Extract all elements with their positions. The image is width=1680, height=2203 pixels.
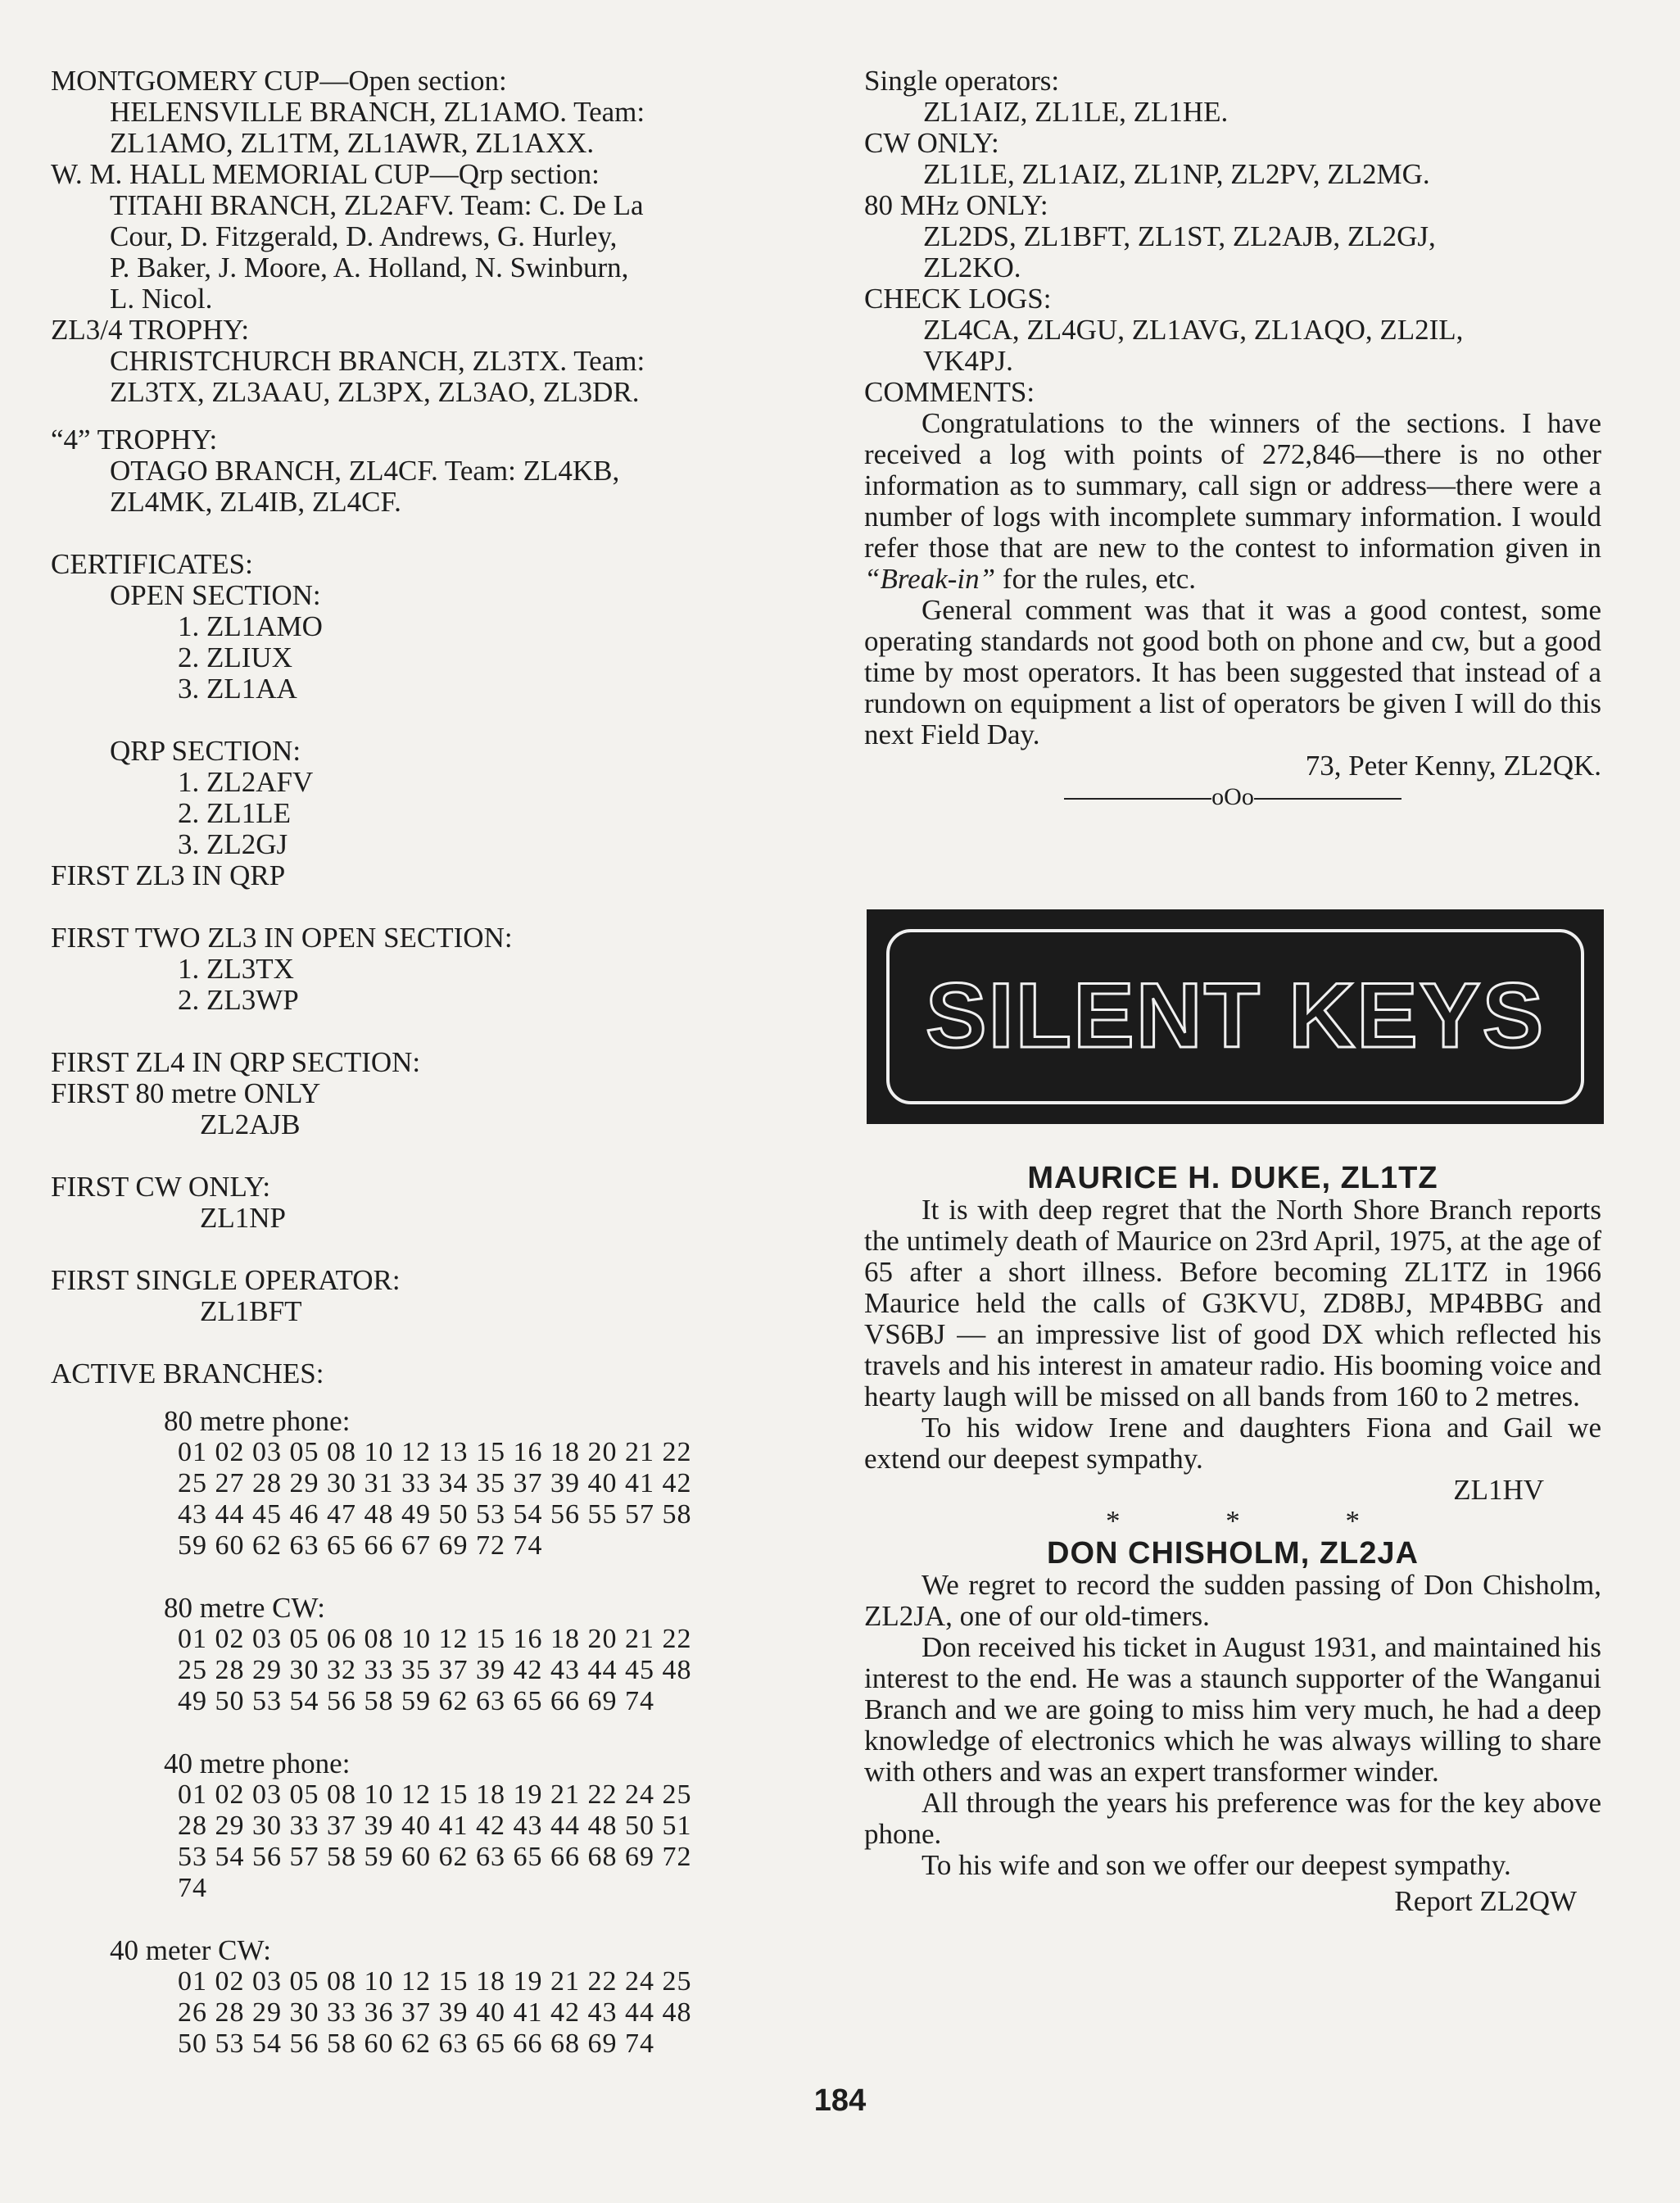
- qrp-list-item: 2. ZL1LE: [178, 797, 292, 829]
- branch-group-label: 40 meter CW:: [110, 1934, 271, 1966]
- branch-row: 25 28 29 30 32 33 35 37 39 42 43 44 45 48: [178, 1655, 692, 1685]
- four-trophy-line: OTAGO BRANCH, ZL4CF. Team: ZL4KB,: [110, 455, 620, 487]
- right-column-obituaries: [864, 1162, 1601, 1917]
- first-cw-title: FIRST CW ONLY:: [51, 1171, 271, 1203]
- zl34-line: ZL3TX, ZL3AAU, ZL3PX, ZL3AO, ZL3DR.: [110, 376, 640, 408]
- montgomery-title: MONTGOMERY CUP—Open section:: [51, 65, 507, 97]
- hall-line: P. Baker, J. Moore, A. Holland, N. Swinburn,: [110, 252, 629, 283]
- chisholm-paragraph-4: To his wife and son we offer our deepest sympathy.: [922, 1849, 1511, 1881]
- active-branches-title: ACTIVE BRANCHES:: [51, 1358, 324, 1389]
- first-zl4-qrp: FIRST ZL4 IN QRP SECTION:: [51, 1046, 421, 1078]
- four-trophy-title: “4” TROPHY:: [51, 424, 218, 456]
- duke-signature: ZL1HV: [1453, 1474, 1544, 1506]
- branch-row: 01 02 03 05 06 08 10 12 15 16 18 20 21 22: [178, 1624, 692, 1654]
- hall-line: TITAHI BRANCH, ZL2AFV. Team: C. De La: [110, 189, 644, 221]
- chisholm-paragraph-3: All through the years his preference was for the key above phone.: [864, 1787, 1601, 1850]
- montgomery-line: HELENSVILLE BRANCH, ZL1AMO. Team:: [110, 96, 645, 128]
- first-zl3-qrp: FIRST ZL3 IN QRP: [51, 859, 286, 891]
- zl34-line: CHRISTCHURCH BRANCH, ZL3TX. Team:: [110, 345, 645, 377]
- first-two-title: FIRST TWO ZL3 IN OPEN SECTION:: [51, 922, 513, 954]
- branch-row: 49 50 53 54 56 58 59 62 63 65 66 69 74: [178, 1686, 654, 1716]
- branch-row: 01 02 03 05 08 10 12 13 15 16 18 20 21 22: [178, 1437, 692, 1467]
- branch-group-label: 80 metre CW:: [164, 1592, 325, 1624]
- branch-row: 01 02 03 05 08 10 12 15 18 19 21 22 24 25: [178, 1966, 692, 1997]
- first-two-item: 2. ZL3WP: [178, 984, 299, 1016]
- mhz80-line: ZL2DS, ZL1BFT, ZL1ST, ZL2AJB, ZL2GJ,: [923, 220, 1436, 252]
- branch-row: 53 54 56 57 58 59 60 62 63 65 66 68 69 72: [178, 1842, 692, 1872]
- first-single-call: ZL1BFT: [200, 1295, 302, 1327]
- silent-keys-banner: [867, 909, 1604, 1124]
- branch-row: 26 28 29 30 33 36 37 39 40 41 42 43 44 48: [178, 1997, 692, 2028]
- duke-paragraph-1: It is with deep regret that the North Shore Branch reports the untimely death of Maurice on 23rd April, 1975, at the age of 65 after a short illness. Before becoming ZL1TZ in 1966 Maurice held the calls of G3KVU, ZD8BJ, MP4BBG and VS6BJ — an impressive list of good DX which reflected his travels and his interest in amateur radio. His booming voice and hearty laugh will be missed on all bands from 160 to 2 metres.: [864, 1194, 1601, 1412]
- open-list-item: 3. ZL1AA: [178, 673, 297, 705]
- montgomery-line: ZL1AMO, ZL1TM, ZL1AWR, ZL1AXX.: [110, 127, 595, 159]
- qrp-list-item: 3. ZL2GJ: [178, 828, 288, 860]
- chisholm-paragraph-1: We regret to record the sudden passing of Don Chisholm, ZL2JA, one of our old-timers.: [864, 1569, 1601, 1632]
- comments-title: COMMENTS:: [864, 376, 1035, 408]
- hall-line: Cour, D. Fitzgerald, D. Andrews, G. Hurley,: [110, 220, 618, 252]
- chisholm-heading: DON CHISHOLM, ZL2JA: [1047, 1536, 1419, 1571]
- first-single-title: FIRST SINGLE OPERATOR:: [51, 1264, 401, 1296]
- branch-row: 43 44 45 46 47 48 49 50 53 54 56 55 57 58: [178, 1499, 692, 1530]
- mhz80-title: 80 MHz ONLY:: [864, 189, 1048, 221]
- branch-group-label: 80 metre phone:: [164, 1405, 351, 1437]
- duke-paragraph-2: To his widow Irene and daughters Fiona and Gail we extend our deepest sympathy.: [864, 1412, 1601, 1475]
- mhz80-line: ZL2KO.: [923, 252, 1021, 283]
- right-column-top: [864, 66, 1601, 813]
- single-operators-title: Single operators:: [864, 65, 1060, 97]
- check-logs-line: VK4PJ.: [923, 345, 1013, 377]
- cw-only-title: CW ONLY:: [864, 127, 999, 159]
- qrp-list-item: 1. ZL2AFV: [178, 766, 314, 798]
- single-operators-line: ZL1AIZ, ZL1LE, ZL1HE.: [923, 96, 1229, 128]
- first-two-item: 1. ZL3TX: [178, 953, 294, 985]
- hall-line: L. Nicol.: [110, 283, 213, 315]
- duke-heading: MAURICE H. DUKE, ZL1TZ: [1027, 1161, 1438, 1195]
- certificates-title: CERTIFICATES:: [51, 548, 253, 580]
- branch-row: 59 60 62 63 65 66 67 69 72 74: [178, 1530, 543, 1561]
- check-logs-line: ZL4CA, ZL4GU, ZL1AVG, ZL1AQO, ZL2IL,: [923, 314, 1464, 346]
- zl34-title: ZL3/4 TROPHY:: [51, 314, 250, 346]
- page-number: 184: [813, 2083, 867, 2118]
- first-cw-call: ZL1NP: [200, 1202, 286, 1234]
- comments-paragraph-1: Congratulations to the winners of the sections. I have received a log with points of 272,846—there is no other information as to summary, call sign or address—there were a number of logs with incomplete summary information. I would refer those that are new to the contest to information given in “Break-in” for the rules, etc.: [864, 407, 1601, 595]
- open-section-title: OPEN SECTION:: [110, 579, 321, 611]
- open-list-item: 2. ZLIUX: [178, 641, 292, 673]
- comments-signoff: 73, Peter Kenny, ZL2QK.: [1305, 750, 1601, 782]
- first-80-title: FIRST 80 metre ONLY: [51, 1077, 321, 1109]
- four-trophy-line: ZL4MK, ZL4IB, ZL4CF.: [110, 486, 401, 518]
- cw-only-line: ZL1LE, ZL1AIZ, ZL1NP, ZL2PV, ZL2MG.: [923, 158, 1430, 190]
- chisholm-paragraph-2: Don received his ticket in August 1931, and maintained his interest to the end. He was a staunch supporter of the Wanganui Branch and we are going to miss him very much, he had a deep knowledge of electronics which he was always willing to share with others and was an expert transformer winder.: [864, 1631, 1601, 1788]
- branch-row: 50 53 54 56 58 60 62 63 65 66 68 69 74: [178, 2028, 654, 2059]
- separator-stars: * * *: [1106, 1505, 1409, 1537]
- first-80-call: ZL2AJB: [200, 1108, 301, 1140]
- comments-paragraph-2: General comment was that it was a good contest, some operating standards not good both on phone and cw, but a good time by most operators. It has been suggested that instead of a rundown on equipment a list of operators be given I will do this next Field Day.: [864, 594, 1601, 750]
- branch-row: 74: [178, 1873, 207, 1903]
- branch-group-label: 40 metre phone:: [164, 1747, 351, 1779]
- qrp-section-title: QRP SECTION:: [110, 735, 301, 767]
- check-logs-title: CHECK LOGS:: [864, 283, 1052, 315]
- hall-title: W. M. HALL MEMORIAL CUP—Qrp section:: [51, 158, 600, 190]
- section-divider: oOo: [864, 782, 1601, 813]
- left-column: [51, 66, 788, 2060]
- banner-title: SILENT KEYS: [925, 964, 1546, 1067]
- branch-row: 25 27 28 29 30 31 33 34 35 37 39 40 41 42: [178, 1468, 692, 1498]
- branch-row: 28 29 30 33 37 39 40 41 42 43 44 48 50 51: [178, 1811, 692, 1841]
- branch-row: 01 02 03 05 08 10 12 15 18 19 21 22 24 25: [178, 1779, 692, 1810]
- chisholm-signature: Report ZL2QW: [1394, 1885, 1577, 1917]
- open-list-item: 1. ZL1AMO: [178, 610, 323, 642]
